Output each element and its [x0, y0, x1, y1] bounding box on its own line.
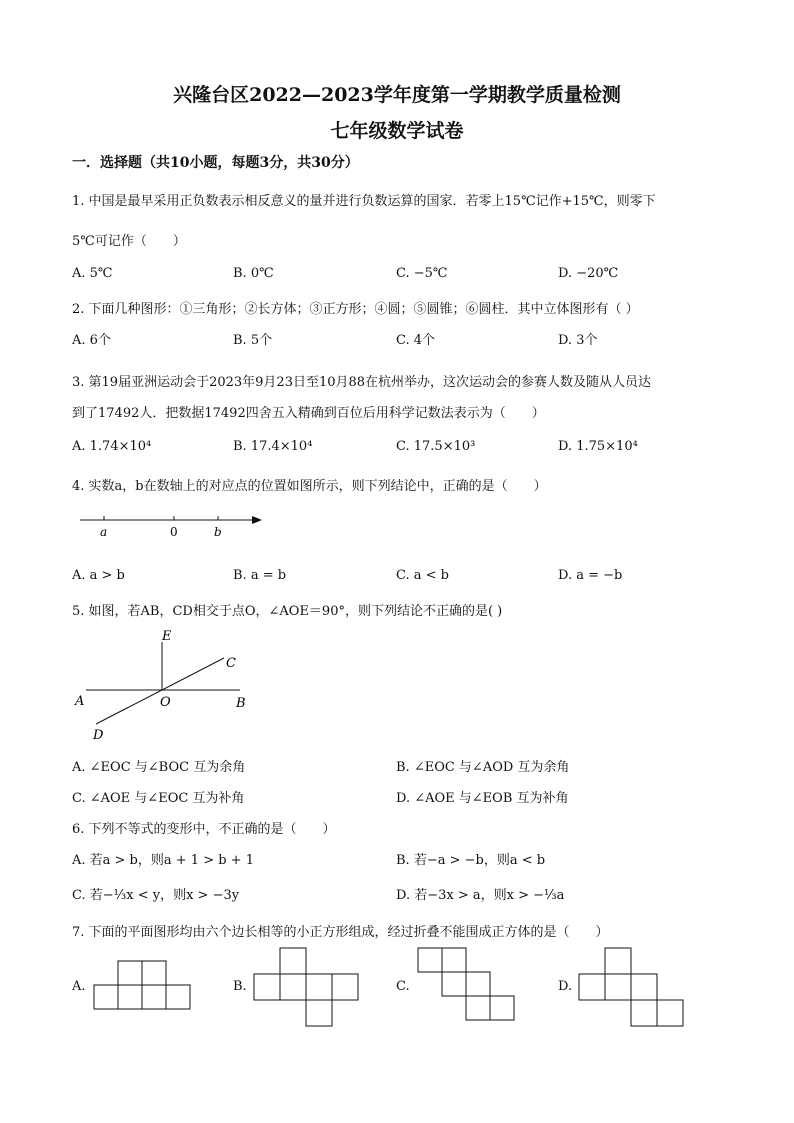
q2-option-b: B. 5个	[233, 333, 273, 348]
label-d: D	[93, 728, 104, 743]
q5-option-c: C. ∠AOE 与∠EOC 互为补角	[72, 791, 245, 806]
q7-option-c: C.	[396, 979, 410, 994]
q6-option-b: B. 若−a > −b，则a < b	[396, 853, 546, 868]
q5-option-a: A. ∠EOC 与∠BOC 互为余角	[72, 760, 246, 775]
section-heading: 一．选择题（共10小题，每题3分，共30分）	[72, 155, 359, 171]
page-title: 兴隆台区2022—2023学年度第一学期教学质量检测	[173, 84, 621, 106]
q5-option-d: D. ∠AOE 与∠EOB 互为补角	[396, 791, 569, 806]
q3-option-a: A. 1.74×10⁴	[72, 439, 152, 454]
label-e: E	[162, 629, 172, 644]
q1-stem-line1: 1. 中国是最早采用正负数表示相反意义的量并进行负数运算的国家．若零上15℃记作+15℃，则零下	[72, 194, 656, 209]
q3-option-b: B. 17.4×10⁴	[233, 439, 313, 454]
q3-option-d: D. 1.75×10⁴	[558, 439, 638, 454]
net-d	[579, 948, 683, 1026]
label-o: O	[160, 695, 171, 710]
label-a: a	[100, 525, 108, 539]
q1-option-a: A. 5℃	[72, 266, 113, 281]
q3-stem-line1: 3. 第19届亚洲运动会于2023年9月23日至10月88在杭州举办，这次运动会的参赛人数及随从人员达	[72, 375, 652, 390]
q2-stem: 2. 下面几种图形：①三角形；②长方体；③正方形；④圆；⑤圆锥；⑥圆柱．其中立体图形有（ ）	[72, 302, 639, 317]
q1-stem-line2: 5℃可记作（ ）	[72, 234, 186, 249]
net-a	[94, 961, 190, 1009]
q4-option-d: D. a = −b	[558, 568, 623, 583]
q3-option-c: C. 17.5×10³	[396, 439, 476, 454]
q2-option-a: A. 6个	[72, 333, 111, 348]
net-b	[254, 948, 358, 1026]
net-c	[418, 948, 514, 1020]
q7-option-d: D.	[558, 979, 573, 994]
label-b: b	[214, 525, 222, 539]
q2-option-c: C. 4个	[396, 333, 436, 348]
q1-option-d: D. −20℃	[558, 266, 619, 281]
q5-option-b: B. ∠EOC 与∠AOD 互为余角	[396, 760, 570, 775]
q7-option-a: A.	[72, 979, 86, 994]
q7-stem: 7. 下面的平面图形均由六个边长相等的小正方形组成，经过折叠不能围成正方体的是（ ）	[72, 925, 609, 940]
q4-stem: 4. 实数a，b在数轴上的对应点的位置如图所示，则下列结论中，正确的是（ ）	[72, 479, 547, 494]
q6-option-d: D. 若−3x > a，则x > −⅓a	[396, 888, 565, 903]
q7-option-b: B.	[233, 979, 247, 994]
label-zero: 0	[170, 525, 178, 539]
q6-option-a: A. 若a > b，则a + 1 > b + 1	[72, 853, 254, 868]
q6-stem: 6. 下列不等式的变形中，不正确的是（ ）	[72, 822, 336, 837]
q2-option-d: D. 3个	[558, 333, 598, 348]
q5-stem: 5. 如图，若AB，CD相交于点O，∠AOE＝90°，则下列结论不正确的是( )	[72, 604, 503, 619]
label-a: A	[75, 694, 85, 709]
page-subtitle: 七年级数学试卷	[330, 120, 464, 142]
q1-option-b: B. 0℃	[233, 266, 274, 281]
q3-stem-line2: 到了17492人．把数据17492四舍五入精确到百位后用科学记数法表示为（ ）	[72, 406, 545, 421]
q4-option-b: B. a = b	[233, 568, 287, 583]
q4-option-c: C. a < b	[396, 568, 449, 583]
q4-option-a: A. a > b	[72, 568, 125, 583]
q1-option-c: C. −5℃	[396, 266, 448, 281]
label-c: C	[226, 656, 236, 671]
label-b: B	[236, 696, 246, 711]
q6-option-c: C. 若−⅓x < y，则x > −3y	[72, 888, 240, 903]
